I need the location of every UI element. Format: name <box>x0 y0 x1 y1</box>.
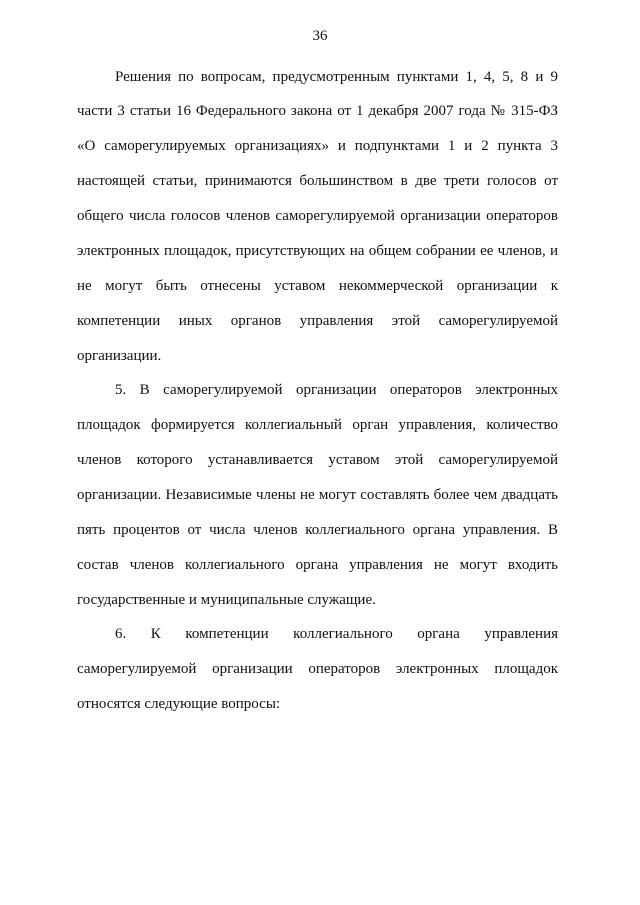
page-number: 36 <box>312 28 328 44</box>
text-line: «О саморегулируемых организациях» и подпунктами 1 и 2 пункта 3 <box>77 138 558 154</box>
text-line: Решения по вопросам, предусмотренным пунктами 1, 4, 5, 8 и 9 <box>115 69 558 85</box>
text-line: 5. В саморегулируемой организации операторов электронных <box>115 382 558 398</box>
text-line: состав членов коллегиального органа управления не могут входить <box>77 557 558 573</box>
text-line: относятся следующие вопросы: <box>77 696 281 712</box>
text-line: площадок формируется коллегиальный орган управления, количество <box>77 417 558 433</box>
text-line: электронных площадок, присутствующих на общем собрании ее членов, и <box>77 243 558 259</box>
text-line: не могут быть отнесены уставом некоммерческой организации к <box>77 278 558 294</box>
text-line: общего числа голосов членов саморегулируемой организации операторов <box>77 208 558 224</box>
text-line: организации. <box>77 348 162 364</box>
text-line: членов которого устанавливается уставом этой саморегулируемой <box>77 452 558 468</box>
text-line: компетенции иных органов управления этой саморегулируемой <box>77 313 558 329</box>
text-line: организации. Независимые члены не могут составлять более чем двадцать <box>77 487 558 503</box>
text-line: государственные и муниципальные служащие. <box>77 592 376 608</box>
text-line: пять процентов от числа членов коллегиального органа управления. В <box>77 522 558 538</box>
text-line: настоящей статьи, принимаются большинством в две трети голосов от <box>77 173 558 189</box>
text-line: саморегулируемой организации операторов электронных площадок <box>77 661 558 677</box>
text-line: 6. К компетенции коллегиального органа управления <box>115 626 558 642</box>
text-line: части 3 статьи 16 Федерального закона от 1 декабря 2007 года № 315-ФЗ <box>77 103 558 119</box>
